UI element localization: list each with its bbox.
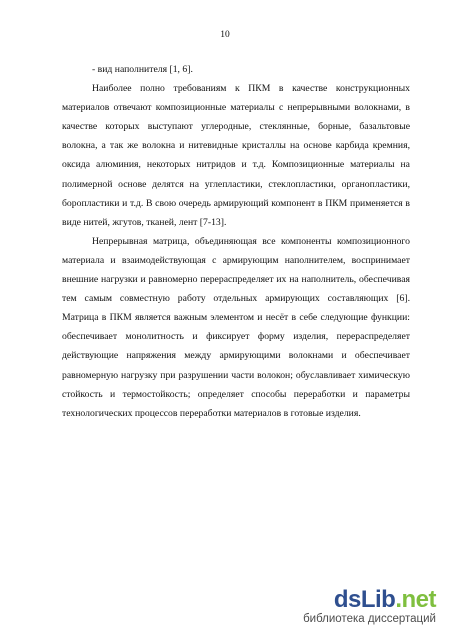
dslib-watermark xyxy=(303,588,436,626)
watermark-tagline: библиотека диссертаций xyxy=(303,613,436,625)
paragraph-filler-type: - вид наполнителя [1, 6]. xyxy=(92,64,193,75)
paragraph-continuous-fibers: Наиболее полно требованиям к ПКМ в качестве конструкционных материалов отвечают композиционные материалы с непрерывными волокнами, в качестве которых выступают углеродные, стеклянные, борные, базальтовые волокна, а так же волокна и нитевидные кристаллы на основе карбида кремния, оксида алюминия, некоторых нитридов и т.д. Композиционные материалы на полимерной основе делятся на углепластики, стеклопластики, органопластики, боропластики и т.д. В свою очередь армирующий компонент в ПКМ применяется в виде нитей, жгутов, тканей, лент [7-13]. xyxy=(62,83,410,228)
watermark-logo-part-b: .net xyxy=(395,586,436,613)
paragraph-matrix-functions: Непрерывная матрица, объединяющая все компоненты композиционного материала и взаимодействующая с армирующим наполнителем, воспринимает внешние нагрузки и равномерно перераспределяет их на наполнитель, обеспечивая тем самым совместную работу отдельных армирующих составляющих [6]. Матрица в ПКМ является важным элементом и несёт в себе следующие функции: обеспечивает монолитность и фиксирует форму изделия, перераспределяет действующие напряжения между армирующими волокнами и обеспечивает равномерную нагрузку при разрушении части волокон; обуславливает химическую стойкость и термостойкость; определяет способы переработки и параметры технологических процессов переработки материалов в готовые изделия. xyxy=(62,235,410,419)
watermark-logo-part-a: dsLib xyxy=(333,586,396,613)
page-number: 10 xyxy=(220,30,230,40)
watermark-logo xyxy=(303,588,436,612)
body-text xyxy=(62,60,410,423)
